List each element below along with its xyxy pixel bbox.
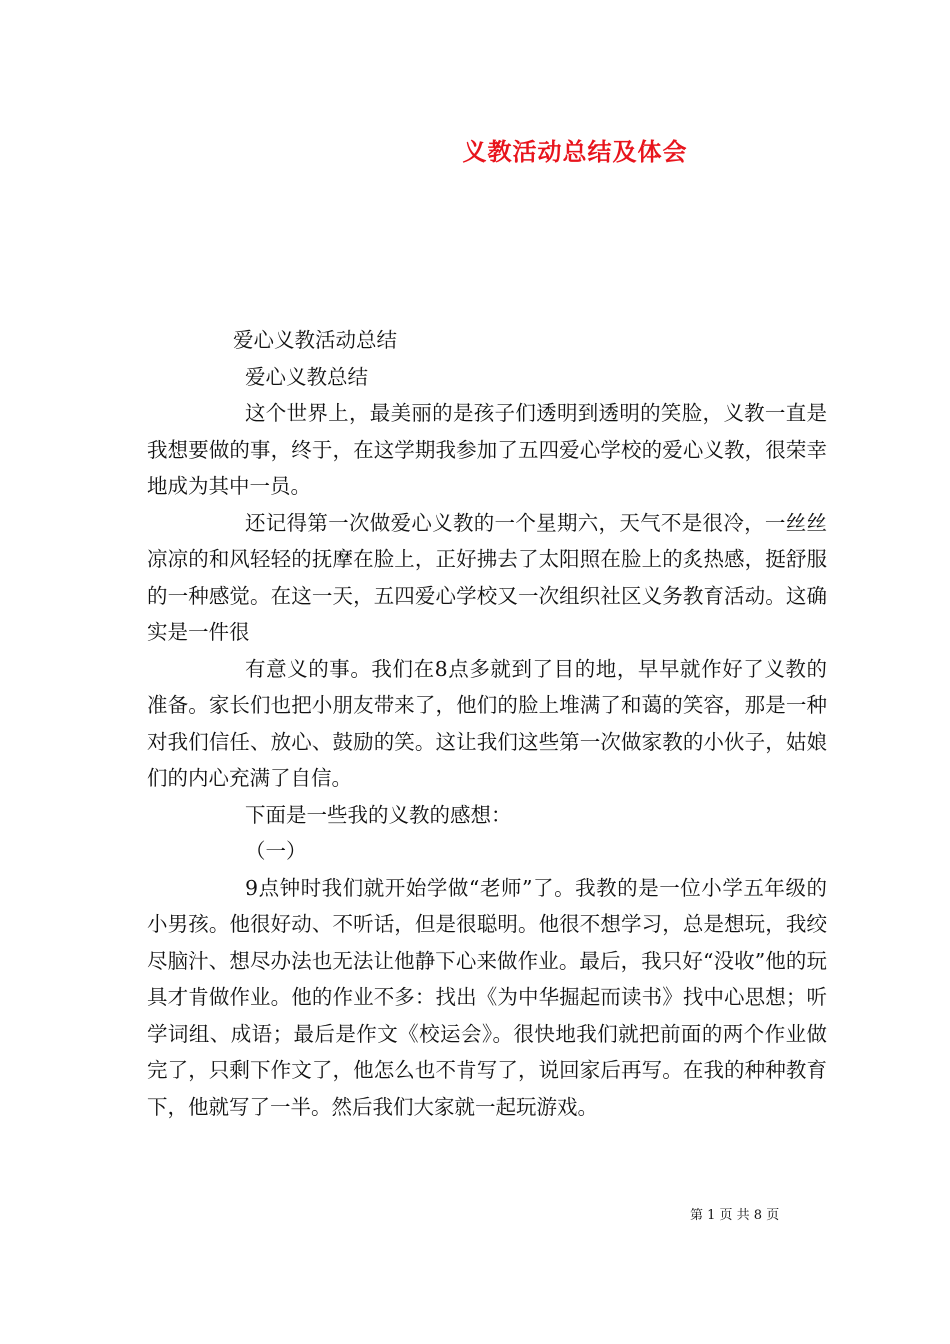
paragraph: 有意义的事。我们在8点多就到了目的地，早早就作好了义教的准备。家长们也把小朋友带来了，他们的脸上堆满了和蔼的笑容，那是一种对我们信任、放心、鼓励的笑。这让我们这些第一次做家教的小伙子，姑娘们的内心充满了自信。 xyxy=(147,656,827,790)
paragraph: 这个世界上，最美丽的是孩子们透明到透明的笑脸，义教一直是我想要做的事，终于，在这学期我参加了五四爱心学校的爱心义教，很荣幸地成为其中一员。 xyxy=(147,401,827,498)
page-number-footer: 第 1 页 共 8 页 xyxy=(690,1208,780,1223)
document-title: 义教活动总结及体会 xyxy=(462,137,688,166)
paragraph: 9点钟时我们就开始学做“老师”了。我教的是一位小学五年级的小男孩。他很好动、不听话，但是很聪明。他很不想学习，总是想玩，我绞尽脑汁、想尽办法也无法让他静下心来做作业。最后，我只好“没收”他的玩具才肯做作业。他的作业不多：找出《为中华掘起而读书》找中心思想；听学词组、成语；最后是作文《校运会》。很快地我们就把前面的两个作业做完了，只剩下作文了，他怎么也不肯写了，说回家后再写。在我的种种教育下，他就写了一半。然后我们大家就一起玩游戏。 xyxy=(147,875,827,1119)
paragraph: 还记得第一次做爱心义教的一个星期六，天气不是很冷，一丝丝凉凉的和风轻轻的抚摩在脸上，正好拂去了太阳照在脸上的炙热感，挺舒服的一种感觉。在这一天，五四爱心学校又一次组织社区义务教育活动。这确实是一件很 xyxy=(147,510,827,644)
document-body xyxy=(147,322,827,1125)
paragraph-numbering: （一） xyxy=(245,839,307,863)
section-subheading: 爱心义教总结 xyxy=(245,364,368,389)
paragraph: 下面是一些我的义教的感想： xyxy=(245,802,512,827)
section-heading: 爱心义教活动总结 xyxy=(233,328,397,352)
